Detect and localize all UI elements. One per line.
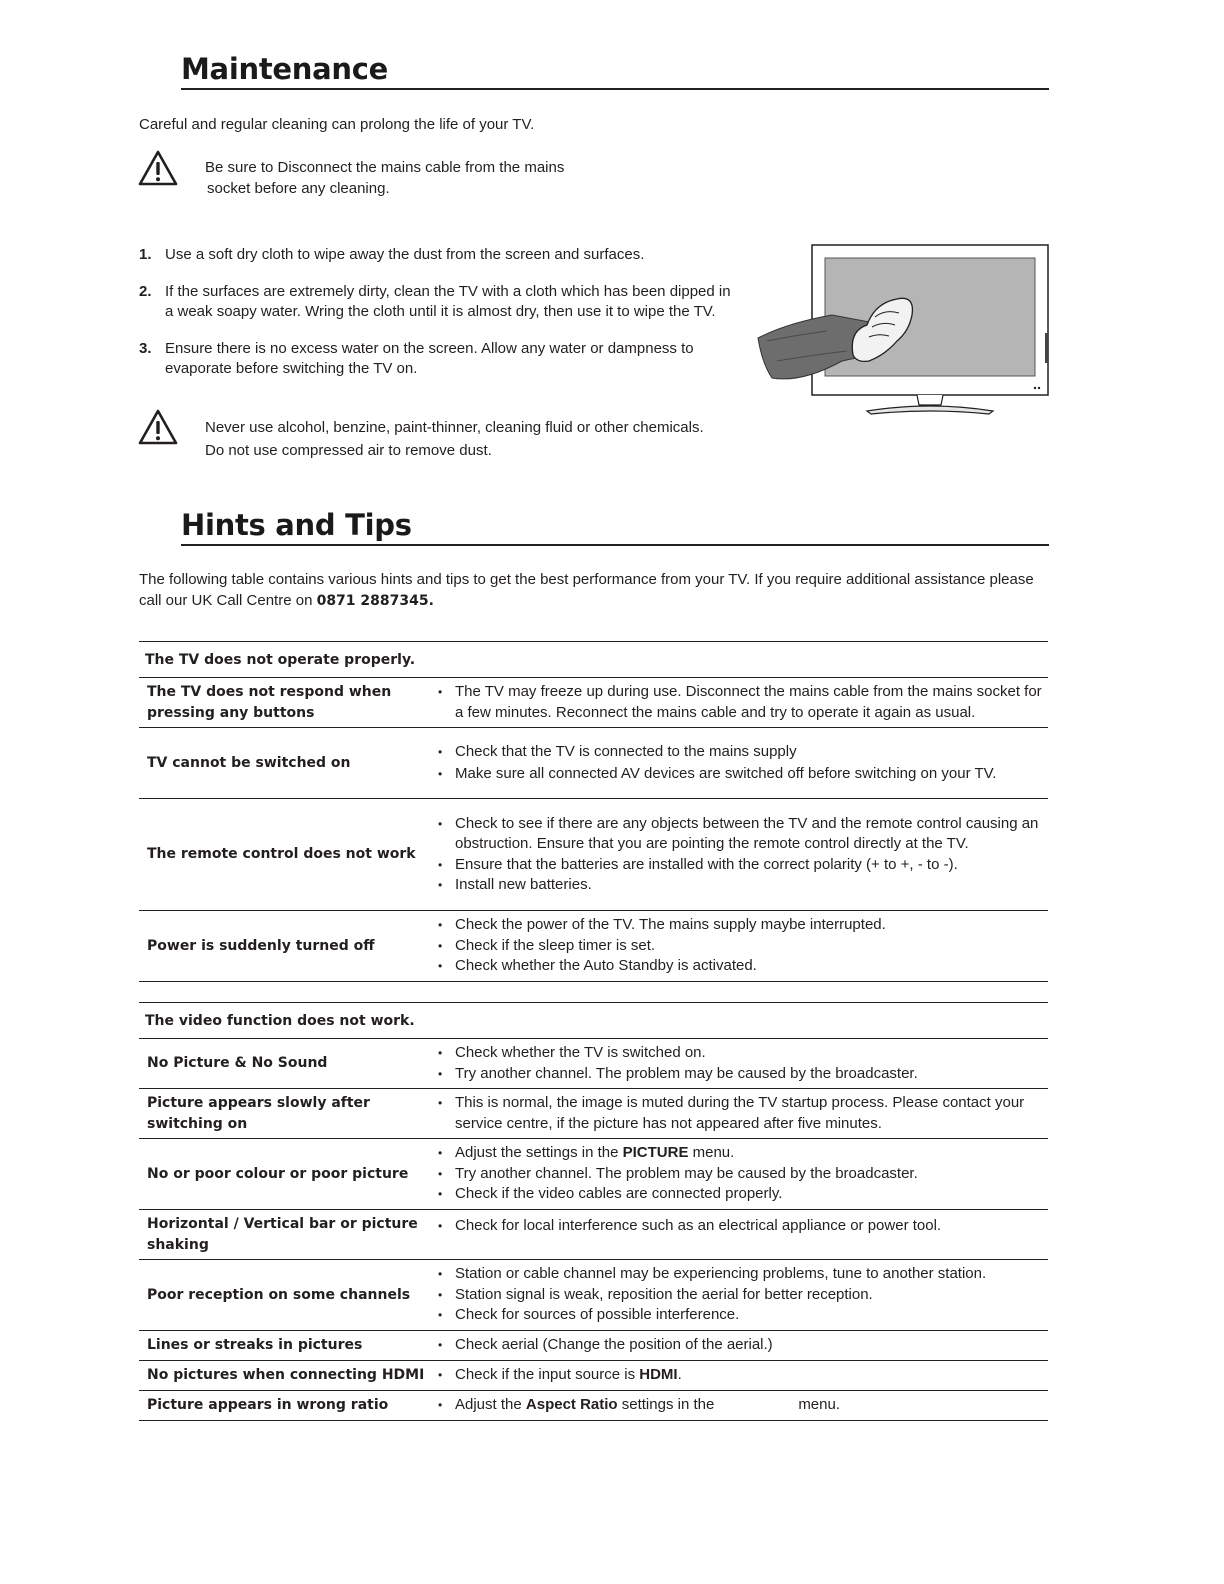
tip-item xyxy=(437,1395,1044,1416)
issue-cell: The remote control does not work xyxy=(139,798,429,910)
operate-table xyxy=(139,641,1048,982)
issue-cell: Lines or streaks in pictures xyxy=(139,1330,429,1360)
tip-item xyxy=(437,1365,1044,1386)
aspect-ratio-keyword: Aspect Ratio xyxy=(525,1396,618,1414)
table-row xyxy=(139,1209,1048,1259)
tip-text: menu. xyxy=(688,1144,735,1162)
issue-cell: The TV does not respond when pressing any buttons xyxy=(139,677,429,727)
warning-icon xyxy=(138,409,178,445)
tip-item: • Install new batteries. xyxy=(437,875,1044,896)
warning-icon xyxy=(138,150,178,186)
warning-chemicals-line2: Do not use compressed air to remove dust. xyxy=(205,442,492,459)
maintenance-title: Maintenance xyxy=(181,52,1049,90)
table-row xyxy=(139,1138,1048,1209)
tip-item: • Check for sources of possible interference. xyxy=(437,1305,1044,1326)
hints-title: Hints and Tips xyxy=(181,508,1049,546)
table-category-row xyxy=(139,642,1048,678)
tip-item: • The TV may freeze up during use. Disconnect the mains cable from the mains socket for a few minutes. Reconnect the mains cable and try to operate it again as usual. xyxy=(437,682,1044,723)
tip-text: settings in the xyxy=(617,1396,715,1414)
tips-cell xyxy=(429,677,1048,727)
tips-cell xyxy=(429,1330,1048,1360)
issue-cell: Picture appears slowly after switching on xyxy=(139,1088,429,1138)
table-row xyxy=(139,1390,1048,1420)
tips-cell xyxy=(429,1138,1048,1209)
tip-item: • Check whether the Auto Standby is activated. xyxy=(437,956,1044,977)
warning-chemicals-text xyxy=(205,416,704,462)
step-number: 2. xyxy=(139,282,152,300)
issue-cell: Power is suddenly turned off xyxy=(139,910,429,981)
issue-cell: No Picture & No Sound xyxy=(139,1038,429,1088)
cleaning-step xyxy=(139,282,739,323)
table-row xyxy=(139,677,1048,727)
table-row xyxy=(139,1088,1048,1138)
category-heading: The video function does not work. xyxy=(139,1003,1048,1039)
cleaning-step xyxy=(139,245,739,266)
tips-cell xyxy=(429,1038,1048,1088)
tip-text: Adjust the xyxy=(455,1396,526,1414)
tip-item: • Station signal is weak, reposition the aerial for better reception. xyxy=(437,1285,1044,1306)
call-centre-phone: 0871 2887345. xyxy=(316,593,434,609)
tips-cell xyxy=(429,1209,1048,1259)
tip-item: • Ensure that the batteries are installed with the correct polarity (+ to +, - to -). xyxy=(437,855,1044,876)
step-text: Use a soft dry cloth to wipe away the dust from the screen and surfaces. xyxy=(165,246,645,263)
table-row xyxy=(139,798,1048,910)
tip-item: • Check that the TV is connected to the mains supply xyxy=(437,742,1044,763)
tips-cell xyxy=(429,798,1048,910)
tip-text: Check if the input source is xyxy=(455,1366,640,1384)
table-row xyxy=(139,1038,1048,1088)
tip-item: • Check the power of the TV. The mains supply maybe interrupted. xyxy=(437,915,1044,936)
tips-cell xyxy=(429,1259,1048,1330)
warning-disconnect-line2: socket before any cleaning. xyxy=(207,180,390,197)
tip-item: • Try another channel. The problem may be caused by the broadcaster. xyxy=(437,1064,1044,1085)
maintenance-intro: Careful and regular cleaning can prolong the life of your TV. xyxy=(139,116,535,133)
tips-cell xyxy=(429,1088,1048,1138)
issue-cell: Horizontal / Vertical bar or picture shaking xyxy=(139,1209,429,1259)
table-category-row xyxy=(139,1003,1048,1039)
issue-cell: Picture appears in wrong ratio xyxy=(139,1390,429,1420)
step-text: If the surfaces are extremely dirty, clean the TV with a cloth which has been dipped in a weak soapy water. Wring the cloth until it is almost dry, then use it to wipe the TV. xyxy=(165,282,731,320)
table-row xyxy=(139,1259,1048,1330)
tip-item: • Check whether the TV is switched on. xyxy=(437,1043,1044,1064)
tips-cell xyxy=(429,727,1048,798)
tip-item: • This is normal, the image is muted during the TV startup process. Please contact your service centre, if the picture has not appeared after five minutes. xyxy=(437,1093,1044,1134)
tip-item: • Check aerial (Change the position of the aerial.) xyxy=(437,1335,1044,1356)
tip-item: • Make sure all connected AV devices are switched off before switching on your TV. xyxy=(437,764,1044,785)
issue-cell: Poor reception on some channels xyxy=(139,1259,429,1330)
picture-menu-keyword: PICTURE xyxy=(622,1144,689,1162)
table-row xyxy=(139,727,1048,798)
warning-chemicals-line1: Never use alcohol, benzine, paint-thinner, cleaning fluid or other chemicals. xyxy=(205,419,704,436)
tip-item: • Check to see if there are any objects between the TV and the remote control causing an obstruction. Ensure that you are pointing the remote control directly at the TV. xyxy=(437,814,1044,855)
table-row xyxy=(139,1330,1048,1360)
step-text: Ensure there is no excess water on the screen. Allow any water or dampness to evaporate before switching the TV on. xyxy=(165,339,694,377)
tv-cleaning-illustration xyxy=(757,243,1051,417)
tip-item: • Check if the video cables are connected properly. xyxy=(437,1184,1044,1205)
tip-item: • Check for local interference such as an electrical appliance or power tool. xyxy=(437,1216,1044,1237)
tip-item xyxy=(437,1143,1044,1164)
cleaning-step xyxy=(139,339,739,380)
tip-text: Adjust the settings in the xyxy=(455,1144,623,1162)
tips-cell xyxy=(429,1390,1048,1420)
issue-cell: No pictures when connecting HDMI xyxy=(139,1360,429,1390)
tip-item: • Try another channel. The problem may be caused by the broadcaster. xyxy=(437,1164,1044,1185)
video-table xyxy=(139,1002,1048,1421)
issue-cell: No or poor colour or poor picture xyxy=(139,1138,429,1209)
table-row xyxy=(139,1360,1048,1390)
table-row xyxy=(139,910,1048,981)
tips-cell xyxy=(429,1360,1048,1390)
step-number: 1. xyxy=(139,246,152,263)
hints-intro-text: The following table contains various hints and tips to get the best performance from your TV. If you require additional assistance please call our UK Call Centre on xyxy=(139,571,1034,609)
tip-text: . xyxy=(677,1366,682,1384)
warning-disconnect-line1: Be sure to Disconnect the mains cable from the mains xyxy=(205,159,565,176)
category-heading: The TV does not operate properly. xyxy=(139,642,1048,678)
tips-cell xyxy=(429,910,1048,981)
hints-intro xyxy=(139,569,1049,612)
step-number: 3. xyxy=(139,339,152,357)
tip-item: • Check if the sleep timer is set. xyxy=(437,936,1044,957)
cleaning-steps xyxy=(139,245,739,396)
tip-item: • Station or cable channel may be experiencing problems, tune to another station. xyxy=(437,1264,1044,1285)
hdmi-keyword: HDMI xyxy=(639,1366,678,1384)
issue-cell: TV cannot be switched on xyxy=(139,727,429,798)
warning-disconnect-text xyxy=(205,157,564,199)
tip-text: menu. xyxy=(798,1396,841,1414)
